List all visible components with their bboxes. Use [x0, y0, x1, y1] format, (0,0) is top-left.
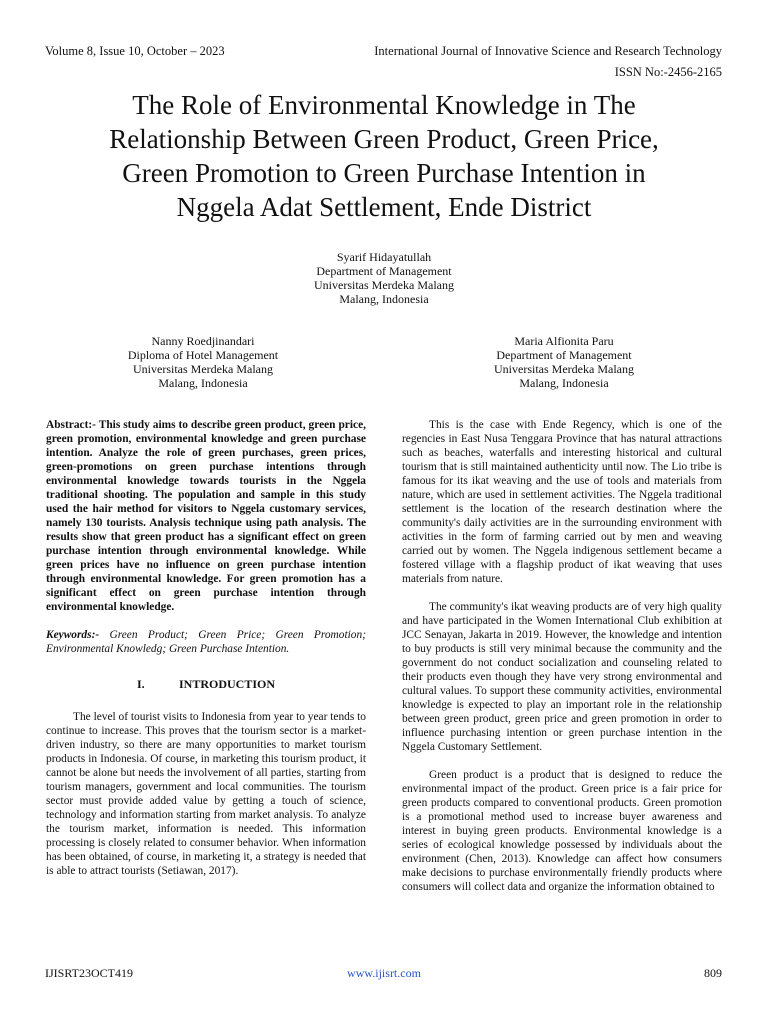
- author-name: Nanny Roedjinandari: [151, 334, 255, 348]
- author-department: Department of Management: [496, 348, 632, 362]
- body-paragraph: The community's ikat weaving products are of very high quality and have participated in the Women International Club exhibition at JCC Senayan, Jakarta in 2019. However, the knowledge and intention to buy products is still very minimal because the community and the government do not conduct socialization and counseling related to their products even though they have very strong environmental and cultural values. To support these community activities, environmental knowledge is expected to play an important role in the relationship between green product, green price and green promotion in order to influence purchasing intention or green purchase intention in the Nggela Customary Settlement.: [402, 601, 722, 753]
- author-location: Malang, Indonesia: [158, 376, 248, 390]
- author-location: Malang, Indonesia: [339, 292, 429, 306]
- keywords-text: Green Product; Green Price; Green Promotion; Environmental Knowledg; Green Purchase Intention.: [46, 629, 366, 655]
- section-number: I.: [136, 677, 145, 691]
- section-title: INTRODUCTION: [178, 677, 275, 691]
- body-paragraph: This is the case with Ende Regency, which is one of the regencies in East Nusa Tenggara Province that has natural attractions such as beaches, waterfalls and interesting historical and cultural tourism that is still maintained authenticity until now. The Lio tribe is famous for its ikat weaving and the use of tools and materials from nature, which are used in settlement activities. The Nggela traditional settlement is the location of the research destination where the community's daily activities are in the surrounding environment with activities in the form of farming carried out by men and weaving carried out by women. The Nggela indigenous settlement became a fostered village with a flagship product of ikat weaving that uses materials from nature.: [402, 419, 722, 585]
- section-heading: [46, 677, 366, 691]
- journal-volume-issue: Volume 8, Issue 10, October – 2023: [45, 44, 225, 58]
- title-line: Relationship Between Green Product, Green Price,: [109, 124, 659, 154]
- issn: ISSN No:-2456-2165: [614, 65, 722, 79]
- keywords: [46, 628, 366, 656]
- paper-id: IJISRT23OCT419: [45, 966, 133, 980]
- author-university: Universitas Merdeka Malang: [133, 362, 273, 376]
- left-column: [46, 418, 366, 878]
- author-name: Maria Alfionita Paru: [514, 334, 614, 348]
- title-line: Nggela Adat Settlement, Ende District: [176, 192, 592, 222]
- author-department: Diploma of Hotel Management: [127, 348, 279, 362]
- title-line: Green Promotion to Green Purchase Intention in: [122, 158, 646, 188]
- right-column: [402, 418, 722, 894]
- author-block-left: [53, 334, 353, 390]
- author-university: Universitas Merdeka Malang: [314, 278, 454, 292]
- keywords-label: Keywords:-: [46, 629, 100, 641]
- author-university: Universitas Merdeka Malang: [494, 362, 634, 376]
- intro-paragraph: The level of tourist visits to Indonesia from year to year tends to continue to increase. This proves that the tourism sector is a market-driven industry, so there are many opportunities to market tourism products in Indonesia. Of course, in marketing this tourism product, it cannot be alone but needs the involvement of all parties, starting from tourism managers, government and local communities. The tourism sector must provide added value by getting a touch of science, technology and information starting from market analysis. To analyze the tourism market, information is needed. This information processing is closely related to consumer behavior. When information has been obtained, of course, in marketing it, a strategy is needed that is able to attract tourists (Setiawan, 2017).: [46, 711, 366, 877]
- body-paragraph: Green product is a product that is designed to reduce the environmental impact of the product. Green price is a fair price for green products compared to conventional products. Green promotion is a promotional method used to increase buyer awareness and interest in buying green products. Environmental knowledge is a series of ecological knowledge possessed by individuals about the environment (Chen, 2013). Knowledge can affect how consumers make decisions to purchase environmentally friendly products where consumers will collect data and organize the information obtained to: [402, 769, 722, 893]
- journal-website-link[interactable]: www.ijisrt.com: [347, 966, 421, 980]
- author-location: Malang, Indonesia: [519, 376, 609, 390]
- paper-title: [40, 88, 728, 224]
- author-block-main: [234, 250, 534, 306]
- journal-name: International Journal of Innovative Science and Research Technology: [374, 44, 722, 58]
- page-number: 809: [704, 966, 722, 980]
- author-department: Department of Management: [316, 264, 452, 278]
- abstract: Abstract:- This study aims to describe green product, green price, green promotion, environmental knowledge and green purchase intention. Analyze the role of green purchases, green prices, green-promotions on green purchase intentions through environmental knowledge towards tourists in the Nggela traditional shooting. The population and sample in this study used the hair method for visitors to Nggela customary services, namely 130 tourists. Analysis technique using path analysis. The results show that green product has a significant effect on green purchase intention through environmental knowledge. While green prices have no influence on green purchase intention through environmental knowledge. For green promotion has a significant effect on green purchase intention through environmental knowledge.: [46, 419, 366, 613]
- author-block-right: [414, 334, 714, 390]
- author-name: Syarif Hidayatullah: [336, 250, 432, 264]
- title-line: The Role of Environmental Knowledge in The: [132, 90, 636, 120]
